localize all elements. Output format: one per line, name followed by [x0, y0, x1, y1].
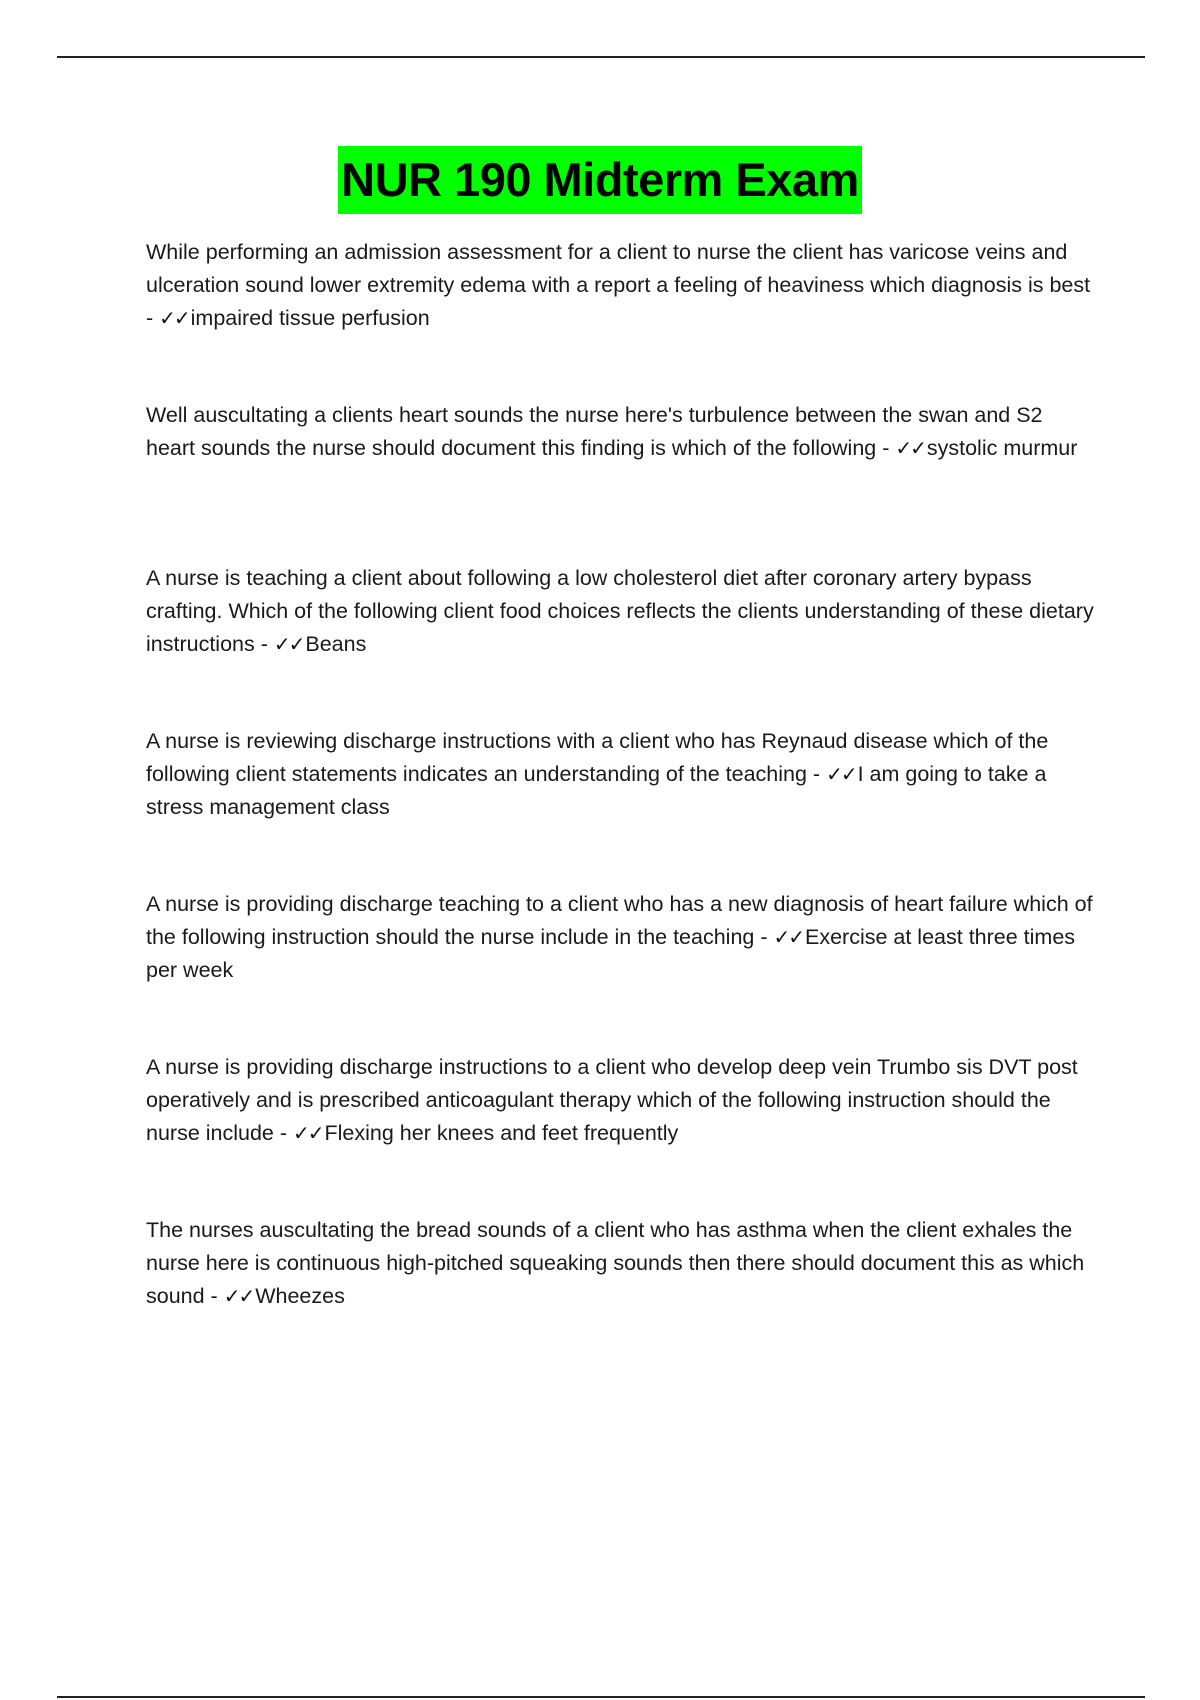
- question-item: [146, 1051, 1094, 1150]
- answer-text: Wheezes: [255, 1284, 345, 1308]
- title-container: [0, 146, 1200, 214]
- double-check-icon: ✓✓: [293, 1121, 323, 1145]
- answer-text: I am going to take a stress management class: [146, 762, 1047, 819]
- question-text: The nurses auscultating the bread sounds of a client who has asthma when the client exhales the nurse here is continuous high-pitched squeaking sounds then there should document this as which sound -: [146, 1218, 1085, 1308]
- question-item: [146, 562, 1094, 661]
- answer-text: Beans: [305, 632, 367, 656]
- double-check-icon: ✓✓: [773, 925, 803, 949]
- question-item: [146, 399, 1094, 498]
- question-text: A nurse is providing discharge teaching to a client who has a new diagnosis of heart failure which of the following instruction should the nurse include in the teaching -: [146, 892, 1093, 949]
- bottom-rule: [57, 1696, 1145, 1698]
- double-check-icon: ✓✓: [826, 762, 856, 786]
- question-text: While performing an admission assessment for a client to nurse the client has varicose veins and ulceration sound lower extremity edema with a report a feeling of heaviness which diagnosis is best -: [146, 240, 1091, 330]
- question-item: [146, 888, 1094, 987]
- question-item: [146, 725, 1094, 824]
- question-item: [146, 236, 1094, 335]
- double-check-icon: ✓✓: [159, 306, 189, 330]
- top-rule: [57, 56, 1145, 58]
- question-list: [146, 236, 1094, 1313]
- double-check-icon: ✓✓: [223, 1284, 254, 1308]
- page-title: NUR 190 Midterm Exam: [338, 146, 862, 214]
- answer-text: systolic murmur: [926, 436, 1078, 460]
- double-check-icon: ✓✓: [273, 632, 304, 656]
- answer-text: impaired tissue perfusion: [190, 306, 430, 330]
- question-text: A nurse is reviewing discharge instructions with a client who has Reynaud disease which of the following client statements indicates an understanding of the teaching -: [146, 729, 1049, 786]
- question-text: A nurse is teaching a client about following a low cholesterol diet after coronary artery bypass crafting. Which of the following client food choices reflects the clients understanding of these dietary instructions -: [146, 566, 1094, 656]
- question-text: Well auscultating a clients heart sounds the nurse here's turbulence between the swan and S2 heart sounds the nurse should document this finding is which of the following -: [146, 403, 1043, 460]
- double-check-icon: ✓✓: [895, 436, 925, 460]
- answer-text: Flexing her knees and feet frequently: [324, 1121, 679, 1145]
- question-item: [146, 1214, 1094, 1313]
- question-text: A nurse is providing discharge instructions to a client who develop deep vein Trumbo sis DVT post operatively and is prescribed anticoagulant therapy which of the following instruction should the nurse include -: [146, 1055, 1078, 1145]
- answer-text: Exercise at least three times per week: [146, 925, 1076, 982]
